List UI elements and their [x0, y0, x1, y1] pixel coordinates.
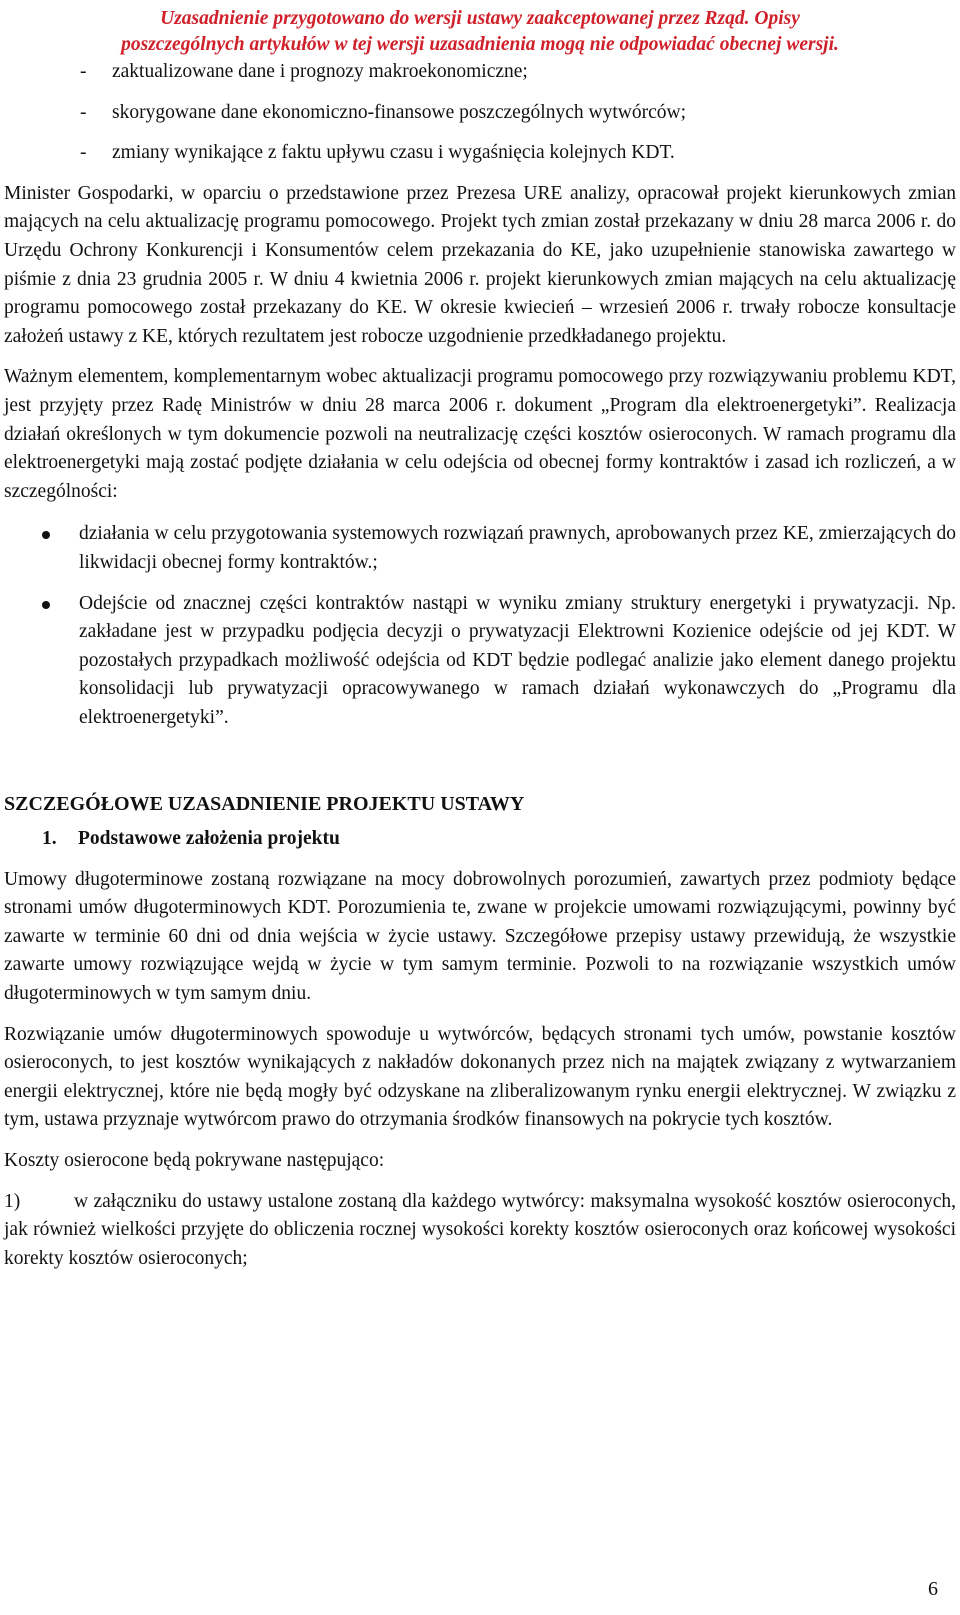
- disclaimer-line-2: poszczególnych artykułów w tej wersji uzasadnienia mogą nie odpowiadać obecnej wersji.: [121, 34, 839, 55]
- dash-item-text: zaktualizowane dane i prognozy makroekonomiczne;: [112, 61, 528, 82]
- document-body: [4, 58, 956, 1285]
- paragraph-coverage-intro: Koszty osierocone będą pokrywane następująco:: [4, 1150, 385, 1171]
- subsection-number: 1.: [42, 828, 57, 850]
- page-number: 6: [928, 1578, 938, 1600]
- bullet-list-item: [4, 520, 956, 577]
- dash-list-item: [4, 99, 956, 128]
- subsection-heading: [4, 825, 956, 854]
- bullet-list: [4, 520, 956, 732]
- paragraph-stranded-costs: Rozwiązanie umów długoterminowych spowoduje u wytwórców, będących stronami tych umów, powstanie kosztów osieroconych, to jest kosztów wynikających z nakładów dokonanych przez nich na majątek związany z wytwarzaniem energii elektrycznej, które nie będą mogły być odzyskane na zliberalizowanym rynku energii elektrycznej. W związku z tym, ustawa przyznaje wytwórcom prawo do otrzymania środków finansowych na pokrycie tych kosztów.: [4, 1023, 956, 1131]
- bullet-icon: [42, 601, 50, 609]
- subsection-title: Podstawowe założenia projektu: [78, 828, 340, 850]
- dash-list: [4, 58, 956, 168]
- disclaimer-note: [0, 6, 960, 58]
- paragraph-minister: Minister Gospodarki, w oparciu o przedstawione przez Prezesa URE analizy, opracował projekt kierunkowych zmian mających na celu aktualizację programu pomocowego. Projekt tych zmian został przekazany w dniu 28 marca 2006 r. do Urzędu Ochrony Konkurencji i Konsumentów celem przekazania do KE, jako uzupełnienie stanowiska zawartego w piśmie z dnia 23 grudnia 2005 r. W dniu 4 kwietnia 2006 r. projekt kierunkowych zmian mających na celu aktualizację programu pomocowego został przekazany do KE. W okresie kwiecień – wrzesień 2006 r. trwały robocze konsultacje założeń ustawy z KE, których rezultatem jest robocze uzgodnienie przedkładanego projektu.: [4, 182, 956, 347]
- dash-marker: -: [80, 142, 87, 164]
- dash-list-item: [4, 139, 956, 168]
- numbered-list-item: [4, 1188, 956, 1274]
- paragraph-agreements: Umowy długoterminowe zostaną rozwiązane na mocy dobrowolnych porozumień, zawartych przez podmioty będące stronami umów długoterminowych KDT. Porozumienia te, zwane w projekcie umowami rozwiązującymi, powinny być zawarte w terminie 60 dni od dnia wejścia w życie ustawy. Szczegółowe przepisy ustawy przewidują, że wszystkie zawarte umowy rozwiązujące wejdą w życie w tym samym terminie. Pozwoli to na rozwiązanie wszystkich umów długoterminowych w tym samym dniu.: [4, 868, 956, 1005]
- bullet-list-item: [4, 590, 956, 733]
- bullet-item-text: Odejście od znacznej części kontraktów nastąpi w wyniku zmiany struktury energetyki i prywatyzacji. Np. zakładane jest w przypadku podjęcia decyzji o prywatyzacji Elektrowni Kozienice odejście od jej KDT. W pozostałych przypadkach możliwość odejścia od KDT będzie podlegać analizie jako element danego projektu konsolidacji lub prywatyzacji opracowywanego w ramach działań wykonawczych do „Programu dla elektroenergetyki”.: [79, 592, 956, 728]
- numbered-item-text: w załączniku do ustawy ustalone zostaną dla każdego wytwórcy: maksymalna wysokość kosztów osieroconych, jak również wielkości przyjęte do obliczenia rocznej wysokości korekty kosztów osieroconych oraz końcowej wysokości korekty kosztów osieroconych;: [4, 1190, 956, 1269]
- dash-item-text: skorygowane dane ekonomiczno-finansowe poszczególnych wytwórców;: [112, 101, 686, 123]
- dash-marker: -: [80, 61, 87, 82]
- paragraph-program: Ważnym elementem, komplementarnym wobec aktualizacji programu pomocowego przy rozwiązywaniu problemu KDT, jest przyjęty przez Radę Ministrów w dniu 28 marca 2006 r. dokument „Program dla elektroenergetyki”. Realizacja działań określonych w tym dokumencie pozwoli na neutralizację części kosztów osieroconych. W ramach programu dla elektroenergetyki mają zostać podjęte działania w celu odejścia od obecnej formy kontraktów i zasad ich rozliczeń, a w szczególności:: [4, 366, 956, 502]
- dash-list-item: [4, 58, 956, 87]
- section-heading: SZCZEGÓŁOWE UZASADNIENIE PROJEKTU USTAWY: [4, 793, 525, 816]
- dash-item-text: zmiany wynikające z faktu upływu czasu i wygaśnięcia kolejnych KDT.: [112, 142, 675, 164]
- bullet-item-text: działania w celu przygotowania systemowych rozwiązań prawnych, aprobowanych przez KE, zmierzających do likwidacji obecnej formy kontraktów.;: [79, 523, 956, 573]
- numbered-item-label: 1): [4, 1190, 21, 1212]
- dash-marker: -: [80, 101, 87, 123]
- bullet-icon: [42, 531, 50, 539]
- disclaimer-line-1: Uzasadnienie przygotowano do wersji ustawy zaakceptowanej przez Rząd. Opisy: [160, 8, 800, 29]
